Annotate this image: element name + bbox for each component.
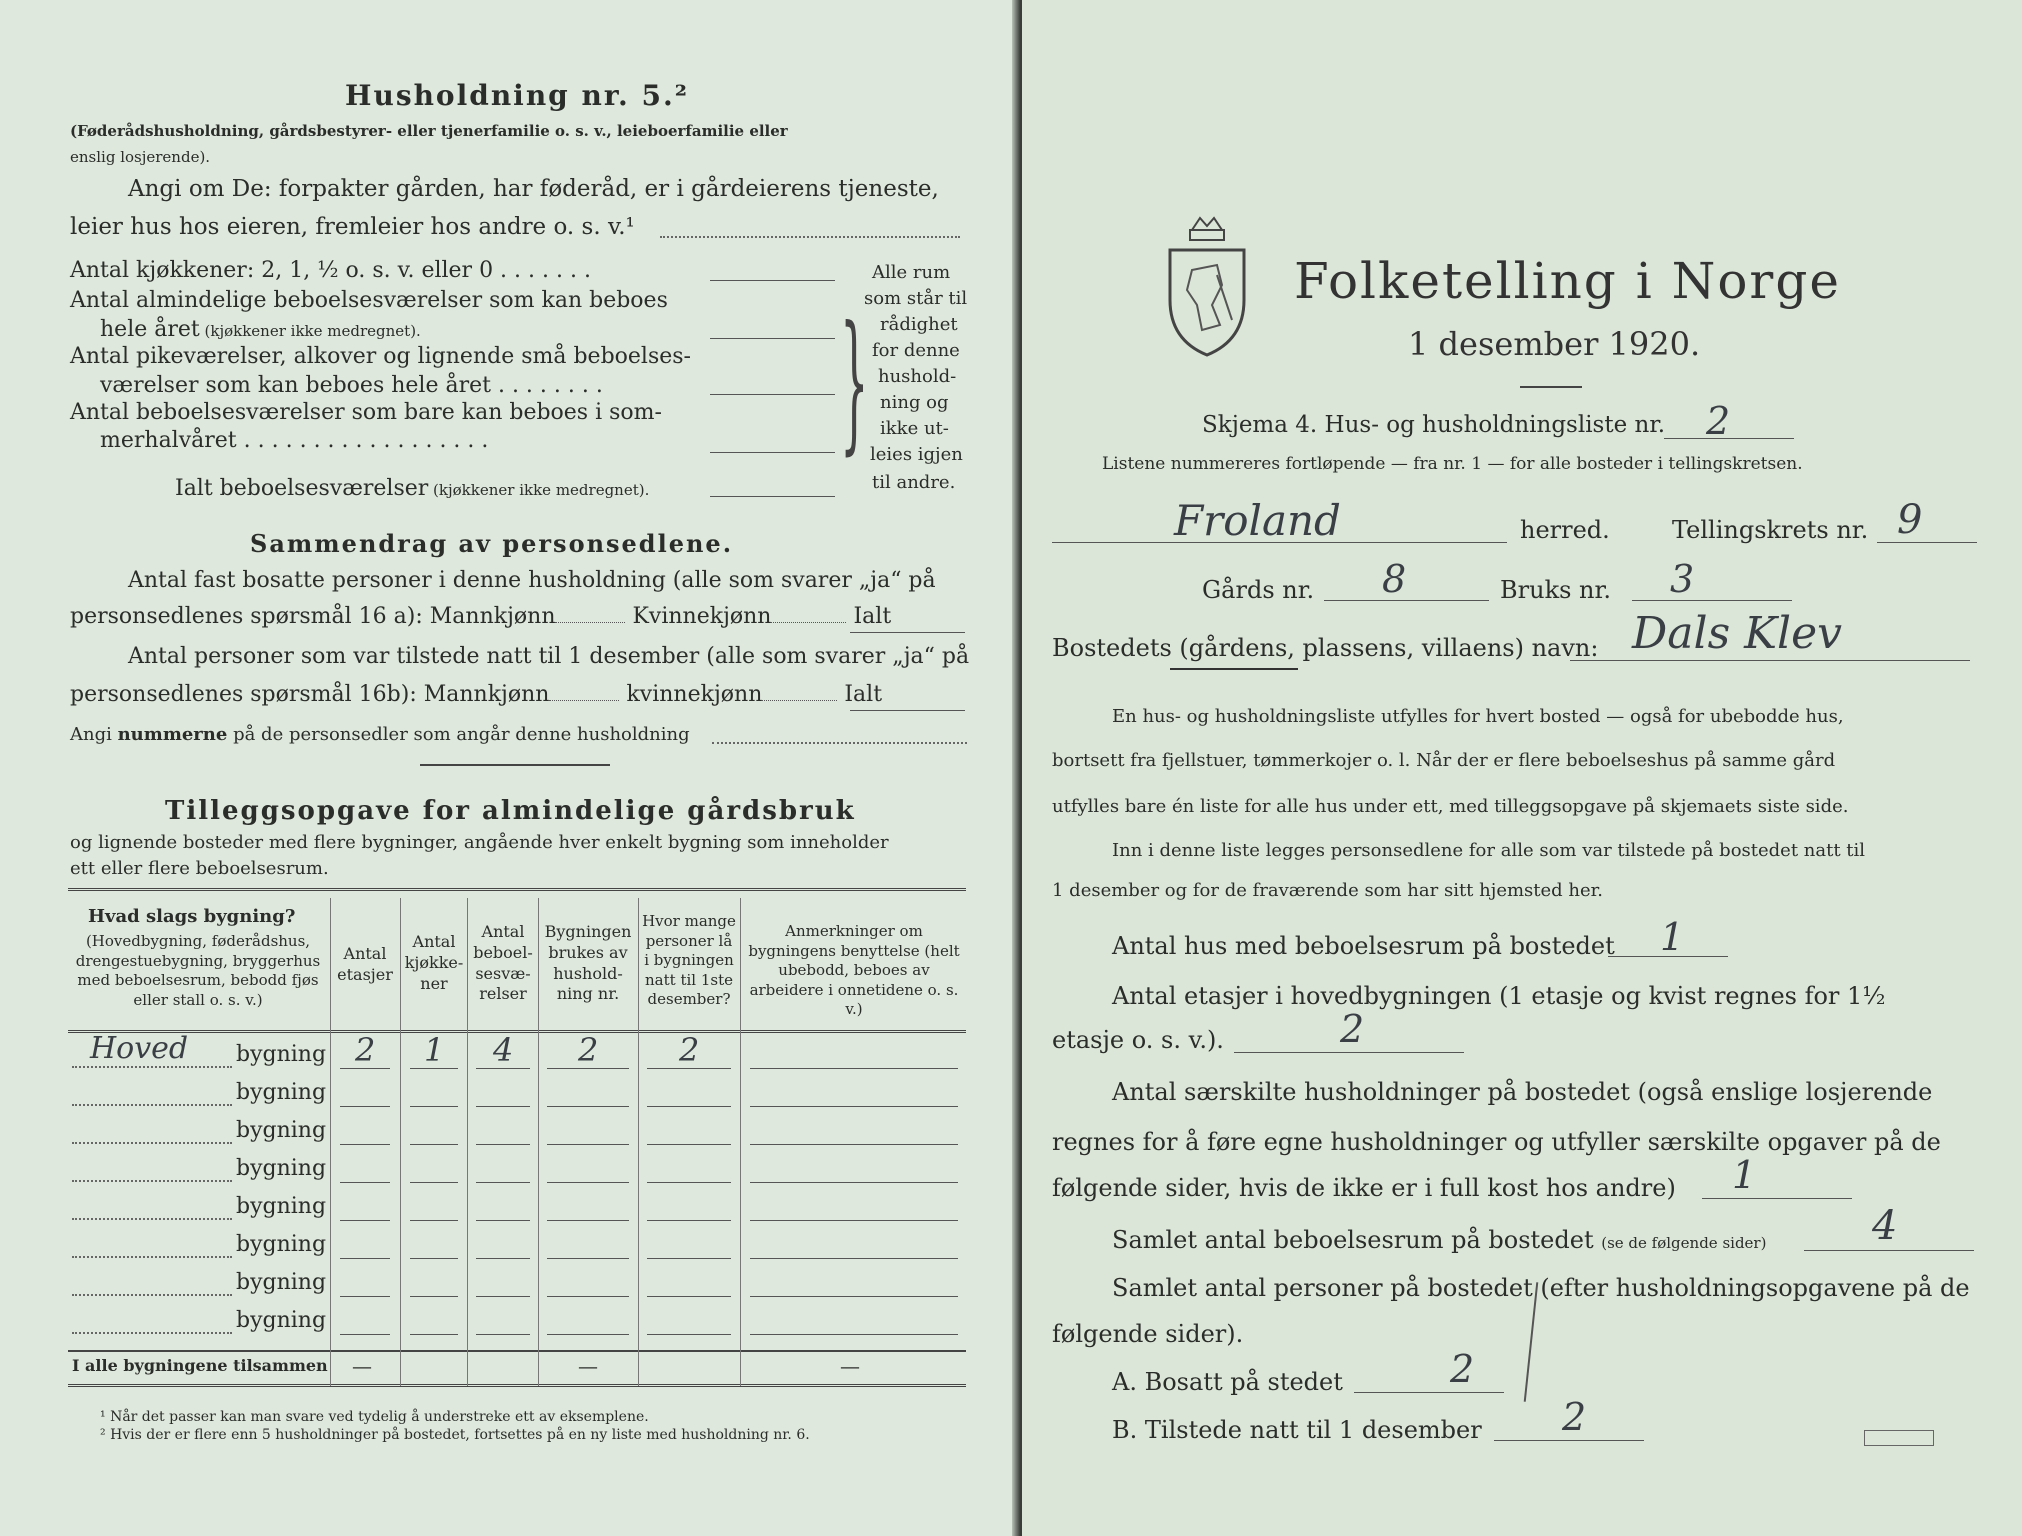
skjema-value: 2 bbox=[1706, 399, 1731, 443]
total-vaerelser: — bbox=[578, 1354, 598, 1378]
angi-nummerne-bold: nummerne bbox=[117, 724, 228, 745]
p1-mannkjonn: personsedlenes spørsmål 16 a): Mannkjønn bbox=[70, 604, 556, 629]
instr-4: Inn i denne liste legges personsedlene for alle som var tilstede på bostedet natt til bbox=[1112, 840, 1866, 861]
tellingskrets-label: Tellingskrets nr. bbox=[1672, 516, 1869, 544]
row-vaerelser-line bbox=[476, 1296, 530, 1297]
head-type: (Hovedbygning, føderådshus, drengestuebygning, bryggerhus med beboelsesrum, bebodd fjøs eller stall o. s. v.) bbox=[75, 932, 321, 1009]
row-bygning-label: bygning bbox=[236, 1232, 327, 1257]
angi-line-1: Angi om De: forpakter gården, har føderåd, er i gårdeierens tjeneste, bbox=[128, 176, 939, 202]
almindelige-answer-line bbox=[710, 338, 835, 339]
form-date: 1 desember 1920. bbox=[1408, 325, 1701, 363]
q-pers-2: følgende sider). bbox=[1052, 1320, 1244, 1348]
head-personer: Hvor mange personer lå i bygningen natt til 1ste desember? bbox=[642, 912, 736, 1008]
bruks-label: Bruks nr. bbox=[1500, 576, 1611, 604]
q-hush-2: regnes for å føre egne husholdninger og utfyller særskilte opgaver på de bbox=[1052, 1128, 1941, 1156]
row-vaerelser-line bbox=[476, 1106, 530, 1107]
summary-p2-line2 bbox=[70, 684, 882, 706]
almindelige-label: Antal almindelige beboelsesværelser som kan beboes bbox=[70, 288, 668, 313]
q-rum-line bbox=[1804, 1250, 1974, 1251]
row-kjokkener-line bbox=[410, 1296, 458, 1297]
col-divider-2 bbox=[400, 898, 401, 1386]
row-anmerkninger-line bbox=[750, 1182, 958, 1183]
side-note-8: leies igjen bbox=[870, 444, 963, 465]
side-note-1: Alle rum bbox=[872, 262, 951, 283]
row-personer: 2 bbox=[679, 1031, 700, 1069]
right-page bbox=[1022, 0, 2022, 1536]
gards-value: 8 bbox=[1382, 557, 1407, 601]
head-etasjer: Antal etasjer bbox=[337, 944, 393, 984]
row-anmerkninger-line bbox=[750, 1334, 958, 1335]
q-hush-1: Antal særskilte husholdninger på bostedet (også enslige losjerende bbox=[1112, 1078, 1933, 1106]
row-bygning-label: bygning bbox=[236, 1194, 327, 1219]
row-anmerkninger-line bbox=[750, 1144, 958, 1145]
section-divider bbox=[420, 764, 610, 766]
herred-value: Froland bbox=[1174, 496, 1341, 545]
bosted-line bbox=[1570, 660, 1970, 661]
household-note-2: enslig losjerende). bbox=[70, 148, 211, 166]
row-anmerkninger-line bbox=[750, 1258, 958, 1259]
row-type-line bbox=[72, 1066, 232, 1068]
p2-mannkjonn: personsedlenes spørsmål 16b): Mannkjønn bbox=[70, 682, 550, 707]
row-type-value: Hoved bbox=[90, 1031, 189, 1066]
side-note-6: ning og bbox=[880, 392, 949, 413]
row-etasjer-line bbox=[340, 1182, 390, 1183]
p1-ialt: Ialt bbox=[853, 604, 892, 629]
a-value: 2 bbox=[1450, 1347, 1475, 1391]
almindelige-label-2 bbox=[100, 319, 421, 341]
pikevaerelser-answer-line bbox=[710, 394, 835, 395]
q-etasjer-value: 2 bbox=[1340, 1007, 1365, 1051]
q-hush-line bbox=[1702, 1198, 1852, 1199]
printer-stamp bbox=[1864, 1430, 1934, 1446]
sommer-label-2: merhalvåret . . . . . . . . . . . . . . . . . . bbox=[100, 428, 489, 453]
row-anmerkninger-line bbox=[750, 1296, 958, 1297]
a-label: A. Bosatt på stedet bbox=[1112, 1368, 1343, 1396]
angi-nummerne bbox=[70, 726, 690, 744]
bruks-value: 3 bbox=[1670, 557, 1695, 601]
head-vaerelser: Antal beboel-sesvæ-relser bbox=[473, 922, 533, 1004]
row-etasjer: 2 bbox=[355, 1031, 376, 1069]
table-total-rule bbox=[68, 1384, 966, 1387]
row-anmerkninger-line bbox=[750, 1068, 958, 1069]
row-bygning-label: bygning bbox=[236, 1270, 327, 1295]
row-type-line bbox=[72, 1294, 232, 1296]
herred-label: herred. bbox=[1520, 516, 1610, 544]
row-brukes: 2 bbox=[578, 1031, 599, 1069]
tillegg-sub-2: ett eller flere beboelsesrum. bbox=[70, 858, 329, 879]
pikevaerelser-label: Antal pikeværelser, alkover og lignende små beboelses- bbox=[70, 344, 691, 369]
row-brukes-line bbox=[547, 1144, 629, 1145]
ialt-vaerelser-answer-line bbox=[710, 496, 835, 497]
row-vaerelser-line bbox=[476, 1334, 530, 1335]
row-anmerkninger-line bbox=[750, 1220, 958, 1221]
summary-p1-line2 bbox=[70, 606, 891, 628]
ialt-vaerelser-label bbox=[175, 478, 649, 500]
q-etasjer-line bbox=[1234, 1052, 1464, 1053]
row-brukes-line bbox=[547, 1296, 629, 1297]
summary-title: Sammendrag av personsedlene. bbox=[250, 529, 734, 558]
side-note-3: rådighet bbox=[880, 314, 958, 335]
tillegg-title: Tilleggsopgave for almindelige gårdsbruk bbox=[165, 796, 856, 826]
gards-line bbox=[1324, 600, 1489, 601]
q-rum-text: Samlet antal beboelsesrum på bostedet bbox=[1112, 1226, 1594, 1254]
instr-3: utfylles bare én liste for alle hus under ett, med tilleggsopgave på skjemaets siste side. bbox=[1052, 796, 1849, 817]
tillegg-sub-1: og lignende bosteder med flere bygninger, angående hver enkelt bygning som inneholder bbox=[70, 832, 889, 853]
a-line bbox=[1354, 1392, 1504, 1393]
table-top-rule bbox=[68, 888, 966, 891]
sommer-label: Antal beboelsesværelser som bare kan beboes i som- bbox=[70, 400, 662, 425]
row-bygning-label: bygning bbox=[236, 1156, 327, 1181]
row-bygning-label: bygning bbox=[236, 1308, 327, 1333]
total-label: I alle bygningene tilsammen bbox=[72, 1356, 328, 1375]
row-personer-line bbox=[647, 1144, 731, 1145]
table-bottom-rule bbox=[68, 1350, 966, 1352]
angi-line-2: leier hus hos eieren, fremleier hos andre o. s. v.¹ bbox=[70, 214, 635, 240]
footnote-1: ¹ Når det passer kan man svare ved tydelig å understreke ett av eksemplene. bbox=[100, 1409, 649, 1425]
row-vaerelser-line bbox=[476, 1182, 530, 1183]
row-vaerelser-line bbox=[476, 1220, 530, 1221]
row-etasjer-line bbox=[340, 1144, 390, 1145]
instr-1: En hus- og husholdningsliste utfylles for hvert bosted — også for ubebodde hus, bbox=[1112, 706, 1844, 727]
row-kjokkener-line bbox=[410, 1220, 458, 1221]
p2-ialt: Ialt bbox=[844, 682, 883, 707]
row-brukes-line bbox=[547, 1258, 629, 1259]
row-type-line bbox=[72, 1142, 232, 1144]
row-etasjer-line bbox=[340, 1296, 390, 1297]
q-rum-small: (se de følgende sider) bbox=[1601, 1234, 1767, 1252]
angi-nummerne-line bbox=[712, 742, 967, 744]
title-divider bbox=[1520, 386, 1582, 388]
row-type-line bbox=[72, 1180, 232, 1182]
row-brukes-line bbox=[547, 1220, 629, 1221]
q-etasjer-1: Antal etasjer i hovedbygningen (1 etasje og kvist regnes for 1½ bbox=[1112, 982, 1886, 1010]
row-type-line bbox=[72, 1332, 232, 1334]
row-etasjer-line bbox=[340, 1220, 390, 1221]
row-brukes-line bbox=[547, 1106, 629, 1107]
row-kjokkener-line bbox=[410, 1334, 458, 1335]
row-personer-line bbox=[647, 1106, 731, 1107]
head-brukes: Bygningen brukes av hushold-ning nr. bbox=[544, 922, 632, 1004]
household-note: (Føderådshusholdning, gårdsbestyrer- eller tjenerfamilie o. s. v., leieboerfamilie eller bbox=[70, 122, 788, 140]
q-pers-1: Samlet antal personer på bostedet (efter husholdningsopgavene på de bbox=[1112, 1274, 1970, 1302]
skjema-label: Skjema 4. Hus- og husholdningsliste nr. bbox=[1202, 412, 1666, 438]
b-line bbox=[1494, 1440, 1644, 1441]
q-etasjer-2: etasje o. s. v.). bbox=[1052, 1026, 1224, 1054]
q-hush-value: 1 bbox=[1732, 1153, 1757, 1197]
b-value: 2 bbox=[1562, 1395, 1587, 1439]
b-label: B. Tilstede natt til 1 desember bbox=[1112, 1416, 1482, 1444]
almindelige-hele-aret: hele året bbox=[100, 317, 200, 342]
row-bygning-label: bygning bbox=[236, 1042, 327, 1067]
row-vaerelser: 4 bbox=[493, 1031, 514, 1069]
col-divider-5 bbox=[638, 898, 639, 1386]
angi-answer-line bbox=[660, 236, 960, 238]
head-type-title: Hvad slags bygning? bbox=[88, 906, 296, 927]
row-personer-line bbox=[647, 1220, 731, 1221]
bosted-label: Bostedets (gårdens, plassens, villaens) navn: bbox=[1052, 634, 1599, 662]
summary-p1-line1: Antal fast bosatte personer i denne husholdning (alle som svarer „ja“ på bbox=[128, 568, 936, 593]
row-kjokkener: 1 bbox=[424, 1031, 445, 1069]
col-divider-3 bbox=[467, 898, 468, 1386]
q-hus-value: 1 bbox=[1660, 915, 1685, 959]
q-hush-3: følgende sider, hvis de ikke er i full kost hos andre) bbox=[1052, 1174, 1676, 1202]
col-divider-4 bbox=[538, 898, 539, 1386]
form-title: Folketelling i Norge bbox=[1294, 252, 1841, 310]
p1-ialt-line bbox=[850, 632, 965, 633]
total-anm: — bbox=[840, 1354, 860, 1378]
head-anmerkninger: Anmerkninger om bygningens benyttelse (helt ubebodd, beboes av arbeidere i onnetidene o. s. v.) bbox=[748, 922, 960, 1018]
sommer-answer-line bbox=[710, 452, 835, 453]
summary-p2-line1: Antal personer som var tilstede natt til 1 desember (alle som svarer „ja“ på bbox=[128, 644, 970, 669]
almindelige-note: (kjøkkener ikke medregnet). bbox=[199, 322, 421, 340]
tellingskrets-line bbox=[1877, 542, 1977, 543]
ialt-vaerelser-text: Ialt beboelsesværelser bbox=[175, 476, 429, 501]
side-note-4: for denne bbox=[872, 340, 960, 361]
tellingskrets-value: 9 bbox=[1897, 497, 1923, 543]
coat-of-arms-icon bbox=[1162, 210, 1252, 360]
angi-text: Angi bbox=[70, 724, 118, 745]
row-vaerelser-line bbox=[476, 1258, 530, 1259]
q-hus-label: Antal hus med beboelsesrum på bostedet bbox=[1112, 932, 1615, 960]
kjokkener-label: Antal kjøkkener: 2, 1, ½ o. s. v. eller 0 . . . . . . . bbox=[70, 258, 591, 283]
bruks-line bbox=[1632, 600, 1792, 601]
head-kjokkener: Antal kjøkke-ner bbox=[404, 932, 464, 993]
pikevaerelser-label-2: værelser som kan beboes hele året . . . . . . . . bbox=[100, 373, 603, 398]
col-divider-6 bbox=[740, 898, 741, 1386]
row-personer-line bbox=[647, 1182, 731, 1183]
col-divider-1 bbox=[330, 898, 331, 1386]
side-note-9: til andre. bbox=[872, 472, 956, 493]
instr-2: bortsett fra fjellstuer, tømmerkojer o. l. Når der er flere beboelseshus på samme gård bbox=[1052, 750, 1836, 771]
row-type-line bbox=[72, 1256, 232, 1258]
row-bygning-label: bygning bbox=[236, 1080, 327, 1105]
instr-5: 1 desember og for de fraværende som har sitt hjemsted her. bbox=[1052, 880, 1603, 901]
row-kjokkener-line bbox=[410, 1144, 458, 1145]
side-note-7: ikke ut- bbox=[880, 418, 949, 439]
side-note-5: hushold- bbox=[878, 366, 957, 387]
bosted-underline-gardens bbox=[1170, 668, 1298, 670]
household-title: Husholdning nr. 5.² bbox=[345, 79, 690, 112]
table-header-rule bbox=[68, 1030, 966, 1033]
row-kjokkener-line bbox=[410, 1106, 458, 1107]
row-kjokkener-line bbox=[410, 1258, 458, 1259]
row-personer-line bbox=[647, 1334, 731, 1335]
row-etasjer-line bbox=[340, 1106, 390, 1107]
footnote-2: ² Hvis der er flere enn 5 husholdninger på bostedet, fortsettes på en ny liste med husholdning nr. 6. bbox=[100, 1427, 810, 1443]
p2-kvinnekjonn: kvinnekjønn bbox=[626, 682, 763, 707]
row-etasjer-line bbox=[340, 1258, 390, 1259]
q-rum-value: 4 bbox=[1872, 1203, 1898, 1249]
q-rum-label bbox=[1112, 1228, 1766, 1252]
row-kjokkener-line bbox=[410, 1182, 458, 1183]
row-brukes-line bbox=[547, 1334, 629, 1335]
row-type-line bbox=[72, 1218, 232, 1220]
row-bygning-label: bygning bbox=[236, 1118, 327, 1143]
kjokkener-answer-line bbox=[710, 280, 835, 281]
side-note-2: som står til bbox=[864, 288, 968, 309]
row-personer-line bbox=[647, 1258, 731, 1259]
row-personer-line bbox=[647, 1296, 731, 1297]
p1-kvinnekjonn: Kvinnekjønn bbox=[632, 604, 772, 629]
gards-label: Gårds nr. bbox=[1202, 576, 1315, 604]
row-brukes-line bbox=[547, 1182, 629, 1183]
row-anmerkninger-line bbox=[750, 1106, 958, 1107]
row-vaerelser-line bbox=[476, 1144, 530, 1145]
listene-note: Listene nummereres fortløpende — fra nr. 1 — for alle bosteder i tellingskretsen. bbox=[1102, 454, 1803, 474]
p2-ialt-line bbox=[850, 710, 965, 711]
row-type-line bbox=[72, 1104, 232, 1106]
angi-rest: på de personsedler som angår denne husholdning bbox=[227, 724, 690, 745]
bosted-value: Dals Klev bbox=[1632, 608, 1842, 659]
brace: } bbox=[840, 295, 869, 469]
ialt-vaerelser-note: (kjøkkener ikke medregnet). bbox=[428, 481, 650, 499]
row-etasjer-line bbox=[340, 1334, 390, 1335]
total-etasjer: — bbox=[352, 1354, 372, 1378]
